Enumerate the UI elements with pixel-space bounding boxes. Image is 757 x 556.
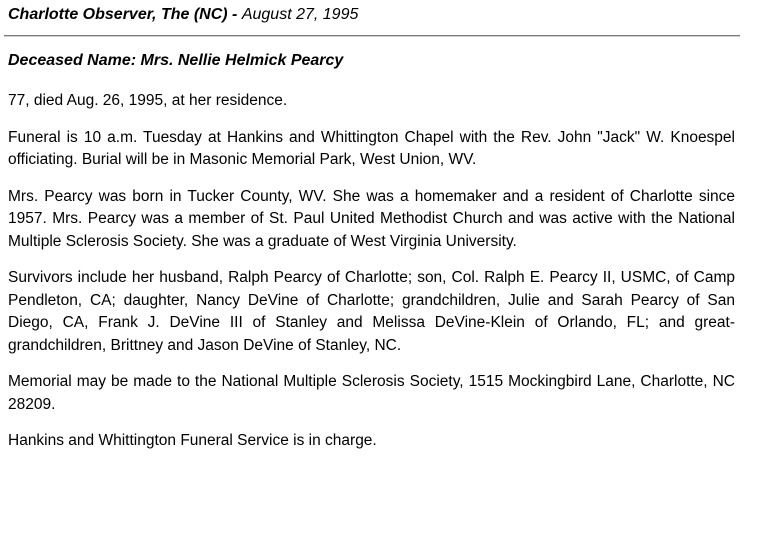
deceased-name-line	[8, 50, 735, 72]
paragraph-survivors: Survivors include her husband, Ralph Pearcy of Charlotte; son, Col. Ralph E. Pearcy II, USMC, of Camp Pendleton, CA; daughter, Nancy DeVine of Charlotte; grandchildren, Julie and Sarah Pearcy of San Diego, CA, Frank J. DeVine III of Stanley and Melissa DeVine-Klein of Orlando, FL; and great-grandchildren, Brittney and Jason DeVine of Stanley, NC.	[8, 269, 735, 354]
obituary-body	[8, 50, 735, 467]
header-separator: -	[227, 6, 242, 23]
deceased-label: Deceased Name:	[8, 52, 137, 69]
paragraph-memorial: Memorial may be made to the National Multiple Sclerosis Society, 1515 Mockingbird Lane, Charlotte, NC 28209.	[8, 373, 735, 413]
deceased-name: Mrs. Nellie Helmick Pearcy	[140, 52, 344, 69]
paragraph-age-death: 77, died Aug. 26, 1995, at her residence.	[8, 92, 288, 109]
publication-date: August 27, 1995	[241, 6, 359, 23]
header-divider	[4, 35, 740, 37]
publication-source: Charlotte Observer, The (NC)	[8, 6, 228, 23]
article-header	[8, 5, 358, 25]
paragraph-funeral: Funeral is 10 a.m. Tuesday at Hankins and Whittington Chapel with the Rev. John "Jack" W. Knoespel officiating. Burial will be in Masonic Memorial Park, West Union, WV.	[8, 128, 735, 168]
paragraph-biography: Mrs. Pearcy was born in Tucker County, WV. She was a homemaker and a resident of Charlotte since 1957. Mrs. Pearcy was a member of St. Paul United Methodist Church and was active with the National Multiple Sclerosis Society. She was a graduate of West Virginia University.	[8, 187, 735, 250]
paragraph-arrangements: Hankins and Whittington Funeral Service is in charge.	[8, 432, 377, 449]
